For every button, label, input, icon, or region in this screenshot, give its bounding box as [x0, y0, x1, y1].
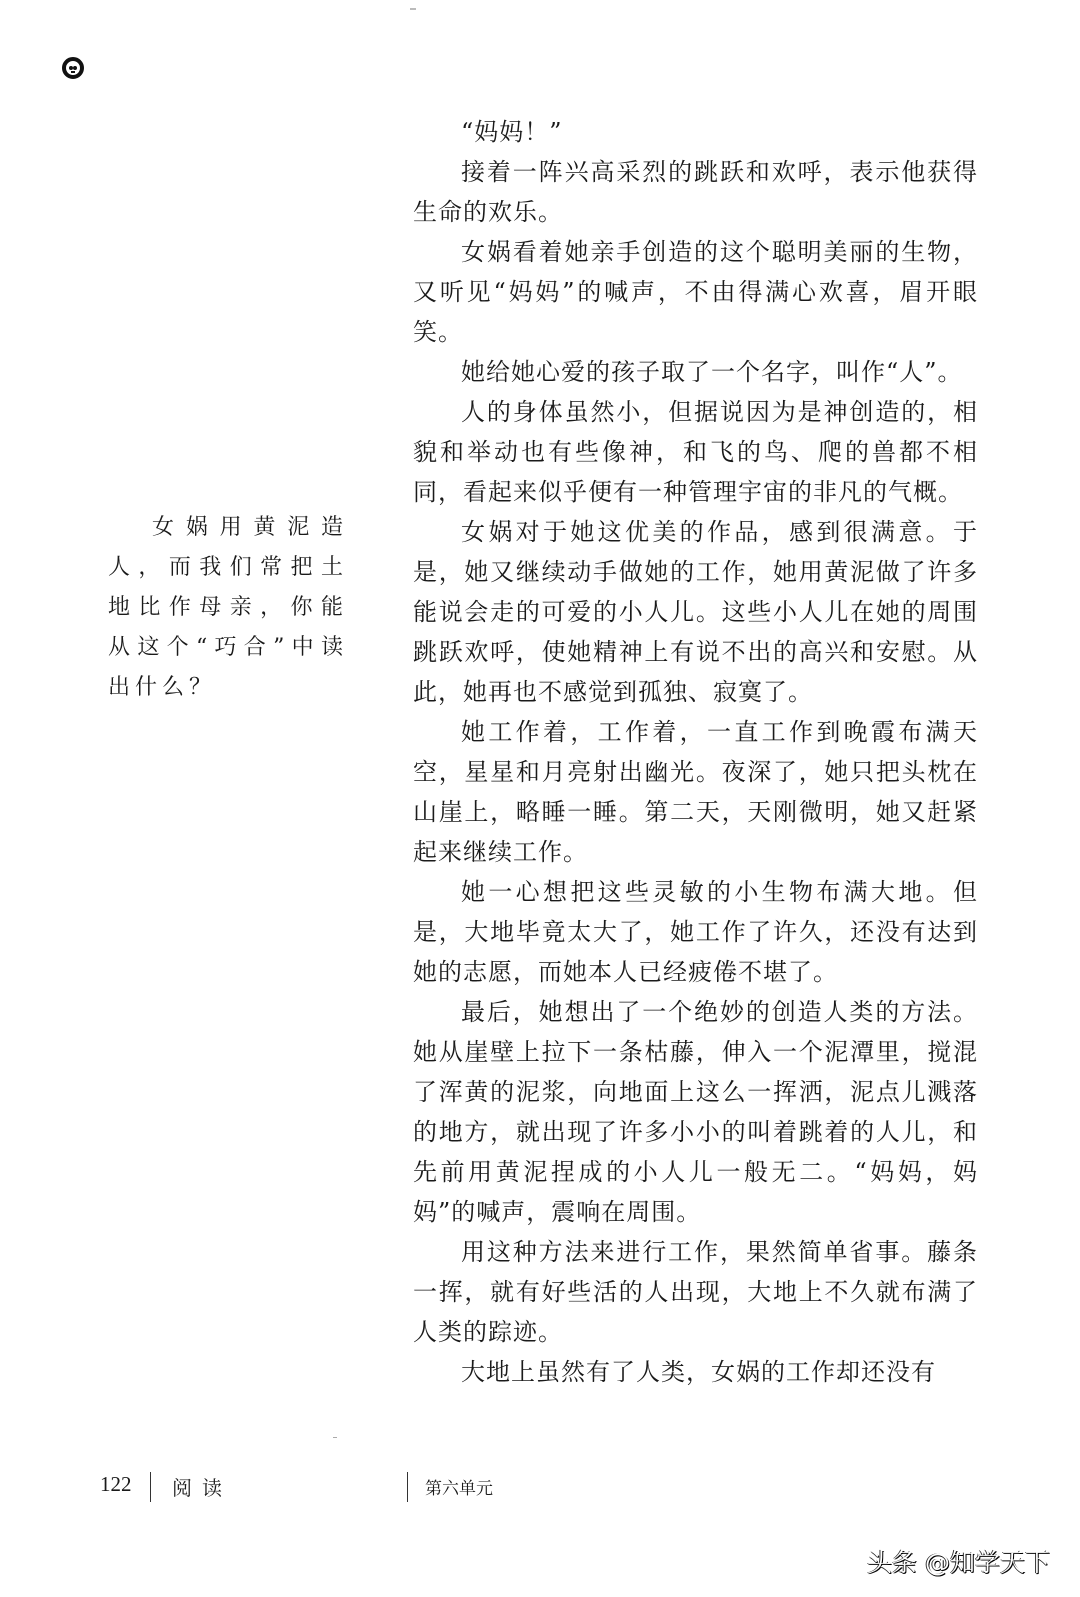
paragraph: 她给她心爱的孩子取了一个名字，叫作“人”。: [461, 358, 963, 386]
smiley-face-icon: [62, 57, 84, 79]
unit-label: 第六单元: [425, 1479, 493, 1499]
paragraph: 人的身体虽然小，但据说因为是神创造的，相貌和举动也有些像神，和飞的鸟、爬的兽都不相同，看起来似乎便有一种管理宇宙的非凡的气概。: [413, 398, 978, 506]
watermark: 头条 @知学天下: [867, 1548, 1050, 1577]
page-number: 122: [100, 1472, 132, 1496]
paragraph: “妈妈！”: [461, 118, 563, 146]
main-body-text: [413, 112, 978, 1392]
footer-divider: [150, 1472, 151, 1502]
smiley-eye-right: [73, 66, 77, 70]
section-label: 阅读: [172, 1476, 232, 1500]
footer-divider: [407, 1472, 408, 1502]
paragraph: 她一心想把这些灵敏的小生物布满大地。但是，大地毕竟太大了，她工作了许久，还没有达到她的志愿，而她本人已经疲倦不堪了。: [413, 878, 978, 986]
scan-mark: [333, 1437, 337, 1438]
paragraph: 女娲看着她亲手创造的这个聪明美丽的生物，又听见“妈妈”的喊声，不由得满心欢喜，眉开眼笑。: [413, 238, 978, 346]
smiley-mouth: [71, 71, 75, 73]
paragraph: 女娲对于她这优美的作品，感到很满意。于是，她又继续动手做她的工作，她用黄泥做了许多能说会走的可爱的小人儿。这些小人儿在她的周围跳跃欢呼，使她精神上有说不出的高兴和安慰。从此，她再也不感觉到孤独、寂寞了。: [413, 518, 978, 706]
paragraph: 最后，她想出了一个绝妙的创造人类的方法。她从崖壁上拉下一条枯藤，伸入一个泥潭里，搅混了浑黄的泥浆，向地面上这么一挥洒，泥点儿溅落的地方，就出现了许多小小的叫着跳着的人儿，和先前用黄泥捏成的小人儿一般无二。“妈妈，妈妈”的喊声，震响在周围。: [413, 998, 978, 1226]
scan-mark: [410, 8, 416, 10]
paragraph: 接着一阵兴高采烈的跳跃和欢呼，表示他获得生命的欢乐。: [413, 158, 978, 226]
paragraph: 大地上虽然有了人类，女娲的工作却还没有: [461, 1358, 936, 1386]
margin-question-note: 女娲用黄泥造人，而我们常把土地比作母亲，你能从这个“巧合”中读出什么？: [108, 515, 348, 700]
page-footer: [100, 1470, 1080, 1506]
paragraph: 她工作着，工作着，一直工作到晚霞布满天空，星星和月亮射出幽光。夜深了，她只把头枕在山崖上，略睡一睡。第二天，天刚微明，她又赶紧起来继续工作。: [413, 718, 978, 866]
paragraph: 用这种方法来进行工作，果然简单省事。藤条一挥，就有好些活的人出现，大地上不久就布满了人类的踪迹。: [413, 1238, 978, 1346]
